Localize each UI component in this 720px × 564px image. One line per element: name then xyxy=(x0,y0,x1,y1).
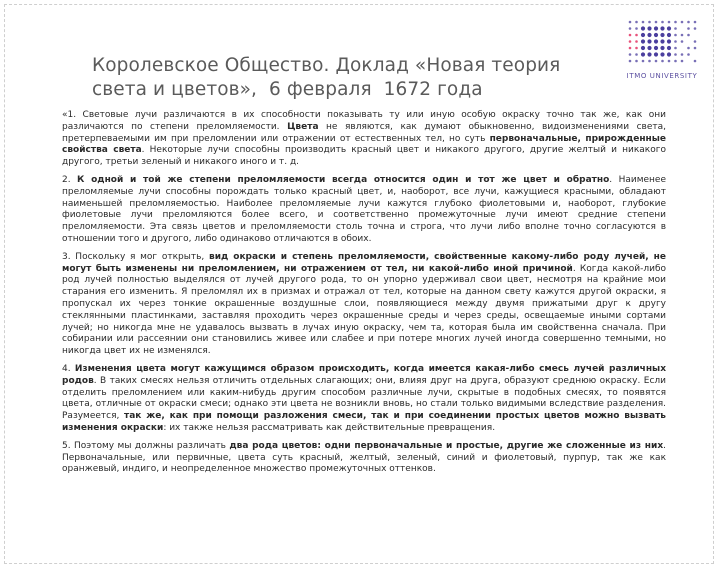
title-line-1: Королевское Общество. Доклад «Новая теория xyxy=(92,55,561,76)
emphasis-text: Изменения цвета могут кажущимся образом происходить, когда имеется какая-либо смесь лучей различных родов xyxy=(62,363,666,386)
body-paragraph xyxy=(62,364,666,435)
paragraph-text: 4. xyxy=(62,363,75,374)
emphasis-text: первоначальные, прирожденные свойства света xyxy=(62,133,666,156)
body-paragraph xyxy=(62,252,666,358)
emphasis-text: два рода цветов: одни первоначальные и простые, другие же сложенные из них xyxy=(229,440,664,451)
body-paragraph xyxy=(62,110,666,169)
slide-body xyxy=(62,110,666,482)
logo-text: ITMO UNIVERSITY xyxy=(626,72,698,80)
itmo-logo xyxy=(616,14,704,80)
paragraph-text: . Первоначальные, или первичные, цвета суть красный, желтый, зеленый, синий и фиолетовый, пурпур, так же как оранжевый, индиго, и неопределенное множество промежуточных оттенков. xyxy=(62,440,666,475)
emphasis-text: Цвета xyxy=(287,121,319,132)
slide-title xyxy=(92,54,592,102)
paragraph-text: . В таких смесях нельзя отличить отдельных слагающих; они, влияя друг на друга, образуют среднюю окраску. Если отделить преломлением или каким-нибудь другим способом различные лучи, скрытые в подобных смесях, то появятся цвета, отличные от окраски смеси; однако эти цвета не возникли вновь, но стали только видимыми вследствие разделения. Разумеется, xyxy=(62,375,666,422)
paragraph-text: . Некоторые лучи способны производить красный цвет и никакого другого, другие желтый и никакого другого, третьи зеленый и никакого иного и т. д. xyxy=(62,145,666,168)
emphasis-text: так же, как при помощи разложения смеси, так и при соединении простых цветов можно вызвать изменения окраски xyxy=(62,411,666,433)
paragraph-text: 3. Поскольку я мог открыть, xyxy=(62,251,209,262)
title-line-2: света и цветов», 6 февраля 1672 года xyxy=(92,79,483,100)
emphasis-text: вид окраски и степень преломляемости, свойственные какому-либо роду лучей, не могут быть изменены ни преломлением, ни отражением от тел, ни какой-либо иной причиной xyxy=(62,251,666,274)
paragraph-text: : их также нельзя рассматривать как действительные превращения. xyxy=(163,422,496,433)
paragraph-text: «1. Световые лучи различаются в их способности показывать ту или иную особую окраску точно так же, как они различаются по степени преломляемости. xyxy=(62,110,666,132)
emphasis-text: К одной и той же степени преломляемости всегда относится один и тот же цвет и обратно xyxy=(77,174,610,185)
paragraph-text: . Когда какой-либо род лучей полностью выделялся от лучей другого рода, то он упорно удерживал свои цвет, несмотря на крайние мои старания его изменить. Я преломлял их в призмах и отражал от тел, которые на данном свету кажутся другой окраски, я пропускал их через тонкие окрашенные воздушные слои, появляющиеся между двумя прижатыми друг к другу стеклянными пластинками, заставляя проходить через окрашенные среды и через среды, освещаемые иными сортами лучей; но никогда мне не удавалось вызвать в лучах иную окраску, чем та, которая была им свойственна сначала. При собирании или рассеянии они становились живее или слабее и при потере многих лучей иногда совершенно темными, но никогда цвет их не изменялся. xyxy=(62,263,666,357)
body-paragraph xyxy=(62,175,666,246)
paragraph-text: 2. xyxy=(62,174,78,185)
logo-dot-grid-icon xyxy=(616,14,704,72)
paragraph-text: не являются, как думают обыкновенно, видоизменениями света, претерпеваемыми им при преломлении или отражении от естественных тел, но суть xyxy=(62,121,667,144)
body-paragraph xyxy=(62,441,666,476)
paragraph-text: 5. Поэтому мы должны различать xyxy=(62,440,230,451)
paragraph-text: . Наименее преломляемые лучи способны порождать только красный цвет, и, наоборот, все лучи, кажущиеся красными, обладают наименьшей преломляемостью. Наиболее преломляемые лучи кажутся глубоко фиолетовыми и, наоборот, глубокие фиолетовые лучи преломляются более всего, и соответственно промежуточные лучи имеют средние степени преломляемости. Эта связь цветов и преломляемости столь точна и строга, что лучи либо вполне точно согласуются в отношении того и другого, либо одинаково отличаются в обоих. xyxy=(62,174,667,244)
